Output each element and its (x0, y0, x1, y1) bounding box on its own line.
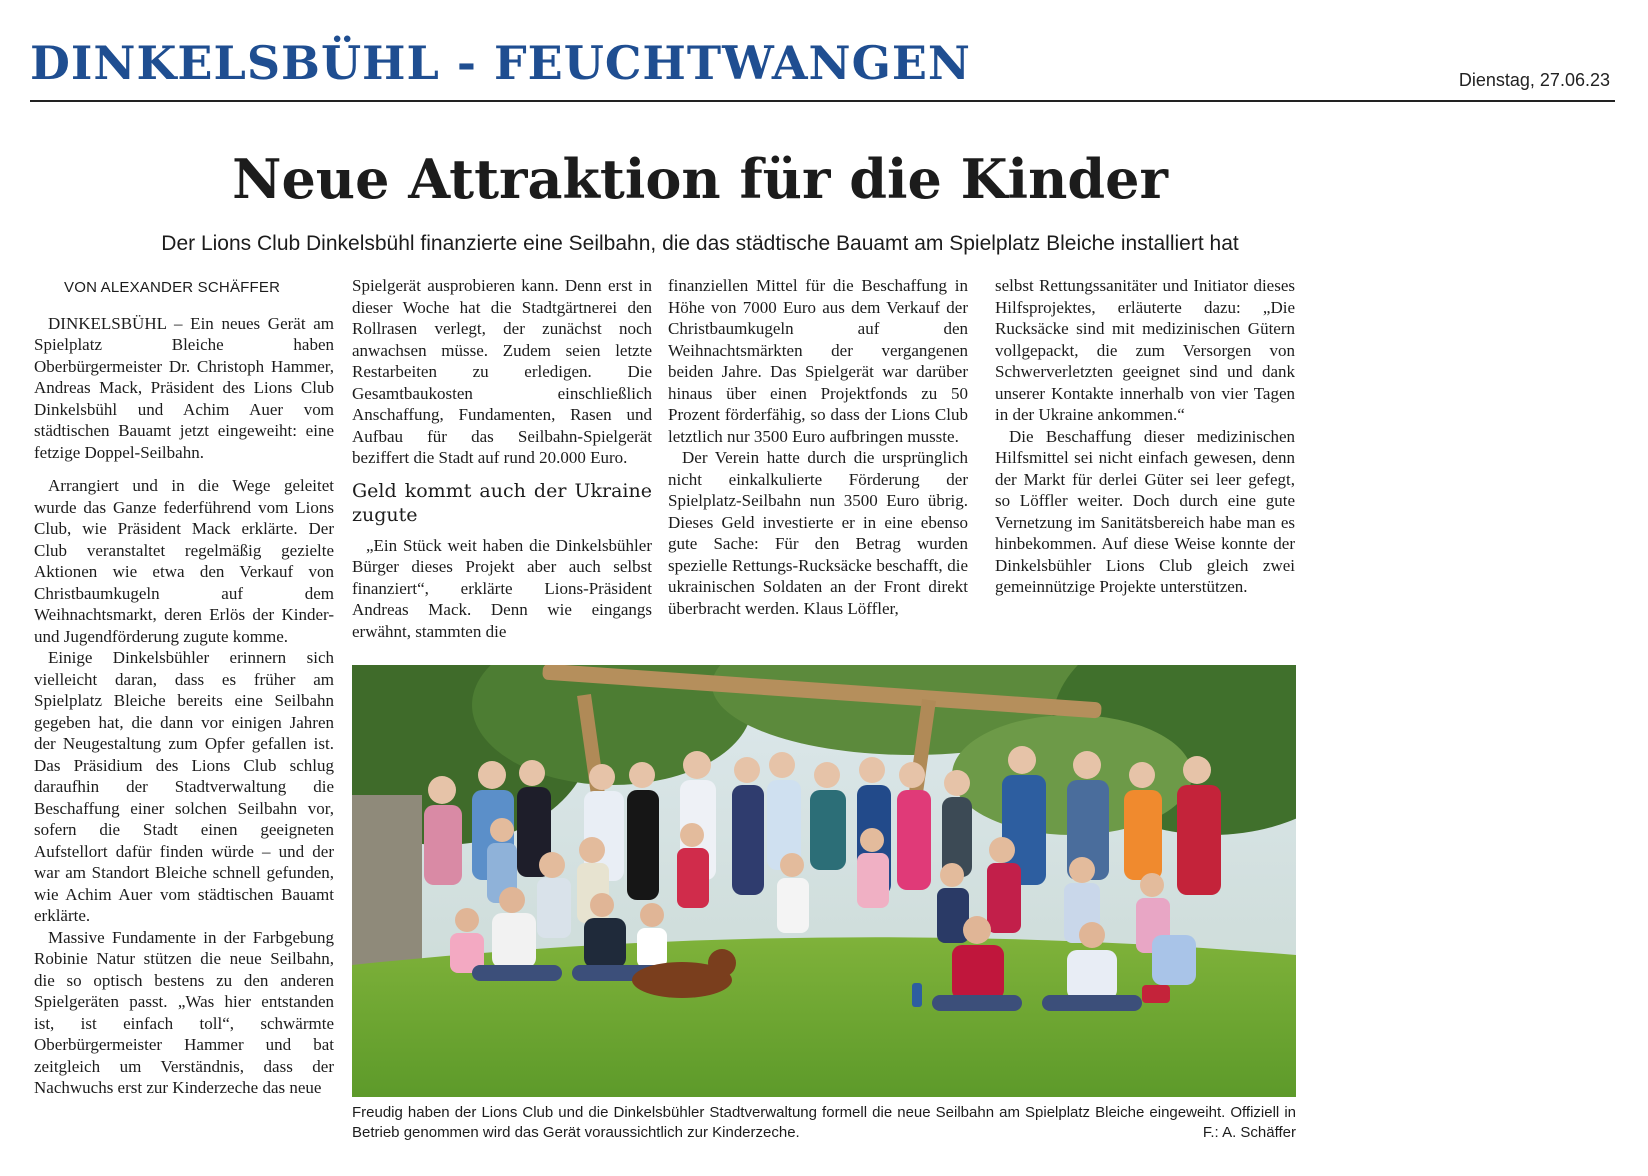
paragraph-7: finanziellen Mittel für die Beschaffung in Höhe von 7000 Euro aus dem Verkauf der Christbaumkugeln auf den Weihnachtsmärkten der vergangenen beiden Jahre. Das Spielgerät war darüber hinaus über einen Projektfonds zu 50 Prozent förderfähig, so dass der Lions Club letztlich nur 3500 Euro aufbringen musste. (668, 276, 968, 446)
paragraph-1: DINKELSBÜHL – Ein neues Gerät am Spielplatz Bleiche haben Oberbürgermeister Dr. Christoph Hammer, Andreas Mack, Präsident des Lions Club Dinkelsbühl und Achim Auer vom städtischen Bauamt jetzt eingeweiht: eine fetzige Doppel-Seilbahn. (34, 313, 334, 462)
subheading: Geld kommt auch der Ukraine zugute (352, 479, 652, 526)
paragraph-9: selbst Rettungssanitäter und Initiator dieses Hilfsprojektes, erläuterte dazu: „Die Rucksäcke sind mit medizinischen Gütern vollgepackt, die zum Versorgen von Schwerverletzten geeignet sind und dank unserer Kontakte innerhalb von vier Tagen in der Ukraine ankommen.“ (995, 276, 1295, 424)
column-2 (352, 275, 652, 642)
paragraph-4: Massive Fundamente in der Farbgebung Robinie Natur stützen die neue Seilbahn, die so optisch bestens zu den anderen Spielgeräten passt. „Was hier entstanden ist, ist einfach toll“, schwärmte Oberbürgermeister Hammer und bat zeitgleich um Verständnis, dass der Nachwuchs erst zur Kinderzeche das neue (34, 927, 334, 1097)
masthead: DINKELSBÜHL - FEUCHTWANGEN (30, 36, 971, 90)
group-photo (352, 665, 1296, 1097)
paragraph-10: Die Beschaffung dieser medizinischen Hilfsmittel sei nicht einfach gewesen, denn der Markt für derlei Güter sei leer gefegt, so Löffler weiter. Doch durch eine gute Vernetzung im Sanitätsbereich habe man es hinbekommen. Auf diese Weise konnte der Dinkelsbühler Lions Club gleich zwei gemeinnützige Projekte unterstützen. (995, 426, 1295, 596)
group-photo-illustration (352, 665, 1296, 1097)
paragraph-8: Der Verein hatte durch die ursprünglich nicht einkalkulierte Förderung der Spielplatz-Seilbahn nun 3500 Euro übrig. Dieses Geld investierte er in eine ebenso gute Sache: Für den Betrag wurden spezielle Rettungs-Rucksäcke beschafft, die ukrainischen Soldaten an der Front direkt überbracht werden. Klaus Löffler, (668, 448, 968, 618)
issue-date: Dienstag, 27.06.23 (1458, 70, 1610, 90)
column-3 (668, 275, 968, 619)
photo-caption (352, 1103, 1296, 1143)
caption-text: Freudig haben der Lions Club und die Dinkelsbühler Stadtverwaltung formell die neue Seilbahn am Spielplatz Bleiche eingeweiht. Offiziell in Betrieb genommen wird das Gerät voraussichtlich zur Kinderzeche. (352, 1104, 1296, 1141)
byline: VON ALEXANDER SCHÄFFER (64, 279, 281, 296)
column-4 (995, 275, 1295, 598)
subheadline: Der Lions Club Dinkelsbühl finanzierte eine Seilbahn, die das städtische Bauamt am Spielplatz Bleiche installiert hat (161, 232, 1239, 255)
paragraph-5: Spielgerät ausprobieren kann. Denn erst in dieser Woche hat die Stadtgärtnerei den Rollrasen verlegt, der zunächst noch anwachsen müsse. Zudem seien letzte Restarbeiten zu erledigen. Die Gesamtbaukosten einschließlich Anschaffung, Fundamenten, Rasen und Aufbau für das Seilbahn-Spielgerät beziffert die Stadt auf rund 20.000 Euro. (352, 276, 652, 467)
paragraph-6: „Ein Stück weit haben die Dinkelsbühler Bürger dieses Projekt aber auch selbst finanziert“, erklärte Lions-Präsident Andreas Mack. Denn wie eingangs erwähnt, stammten die (352, 535, 652, 641)
paragraph-3: Einige Dinkelsbühler erinnern sich vielleicht daran, dass es früher am Spielplatz Bleiche bereits eine Seilbahn gegeben hat, die dann vor einigen Jahren der Neugestaltung zum Opfer gefallen ist. Das Präsidium des Lions Club schlug daraufhin der Stadtverwaltung die Beschaffung einer solchen Seilbahn vor, sofern die Stadt einen geeigneten Aufstellort dafür finden würde – und der war am Standort Bleiche schnell gefunden, wie Achim Auer vom städtischen Bauamt erklärte. (34, 648, 334, 925)
paragraph-2: Arrangiert und in die Wege geleitet wurde das Ganze federführend vom Lions Club, wie Präsident Mack erklärte. Der Club veranstaltet regelmäßig gezielte Aktionen wie etwa den Verkauf von Christbaumkugeln auf dem Weihnachtsmarkt, deren Erlös der Kinder- und Jugendförderung zugute komme. (34, 476, 334, 646)
headline: Neue Attraktion für die Kinder (232, 147, 1168, 211)
masthead-rule (30, 100, 1615, 102)
photo-credit: F.: A. Schäffer (1202, 1124, 1296, 1141)
column-1 (34, 275, 334, 1099)
